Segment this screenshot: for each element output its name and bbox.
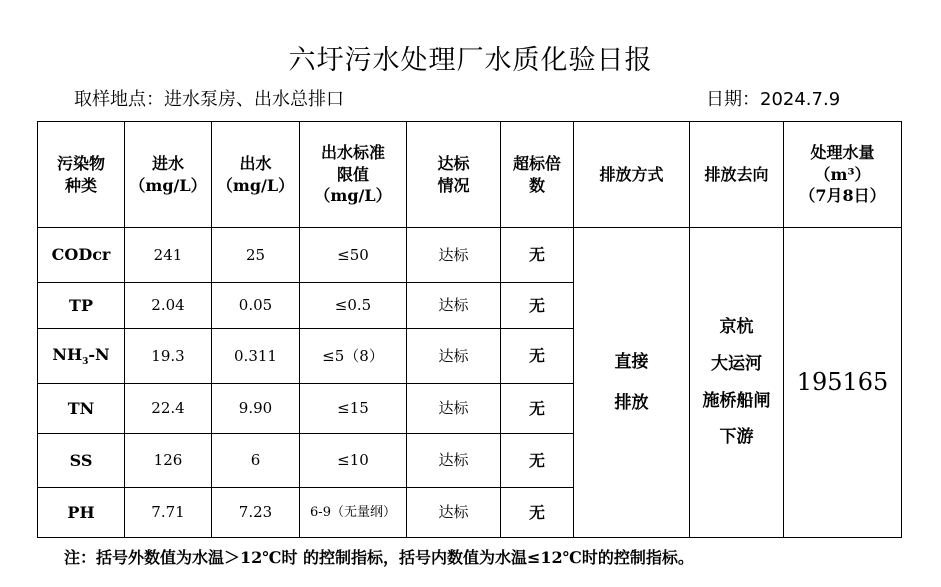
limit-value: ≤0.5 [300,283,407,329]
pollutant-name: SS [38,434,125,488]
compliance-status: 达标 [407,228,501,283]
report-date: 日期：2024.7.9 [706,89,841,110]
outflow-value: 7.23 [212,488,300,538]
compliance-status: 达标 [407,283,501,329]
header-pollutant: 污染物 种类 [38,122,125,228]
table-row [38,228,902,283]
discharge-direction: 京杭 大运河 施桥船闸 下游 [690,228,784,538]
header-discharge-direction: 排放去向 [690,122,784,228]
outflow-value: 9.90 [212,384,300,434]
exceed-value: 无 [501,329,574,384]
compliance-status: 达标 [407,384,501,434]
treated-volume: 195165 [784,228,902,538]
pollutant-name: PH [38,488,125,538]
compliance-status: 达标 [407,488,501,538]
inflow-value: 19.3 [125,329,212,384]
water-quality-table [37,121,902,538]
limit-value: ≤50 [300,228,407,283]
header-compliance: 达标 情况 [407,122,501,228]
outflow-value: 6 [212,434,300,488]
header-discharge-method: 排放方式 [574,122,690,228]
pollutant-name: CODcr [38,228,125,283]
outflow-value: 25 [212,228,300,283]
limit-value: ≤10 [300,434,407,488]
header-row [38,122,902,228]
report-title: 六圩污水处理厂水质化验日报 [288,45,653,76]
exceed-value: 无 [501,488,574,538]
outflow-value: 0.05 [212,283,300,329]
limit-value: 6-9（无量纲） [300,488,407,538]
limit-value: ≤15 [300,384,407,434]
limit-value: ≤5（8） [300,329,407,384]
header-limit: 出水标准 限值 （mg/L） [300,122,407,228]
pollutant-name: $NH_3-N$ [38,329,125,384]
sampling-location: 取样地点：进水泵房、出水总排口 [74,89,344,110]
discharge-method: 直接 排放 [574,228,690,538]
inflow-value: 22.4 [125,384,212,434]
header-inflow: 进水 （mg/L） [125,122,212,228]
exceed-value: 无 [501,228,574,283]
pollutant-name: TP [38,283,125,329]
header-exceed: 超标倍 数 [501,122,574,228]
compliance-status: 达标 [407,329,501,384]
header-outflow: 出水 （mg/L） [212,122,300,228]
outflow-value: 0.311 [212,329,300,384]
footnote: 注：括号外数值为水温＞12℃时 的控制指标，括号内数值为水温≤12℃时的控制指标。 [64,548,694,567]
exceed-value: 无 [501,384,574,434]
exceed-value: 无 [501,283,574,329]
compliance-status: 达标 [407,434,501,488]
inflow-value: 241 [125,228,212,283]
inflow-value: 7.71 [125,488,212,538]
inflow-value: 2.04 [125,283,212,329]
header-volume: 处理水量 （m³） （7月8日） [784,122,902,228]
pollutant-name: TN [38,384,125,434]
inflow-value: 126 [125,434,212,488]
exceed-value: 无 [501,434,574,488]
